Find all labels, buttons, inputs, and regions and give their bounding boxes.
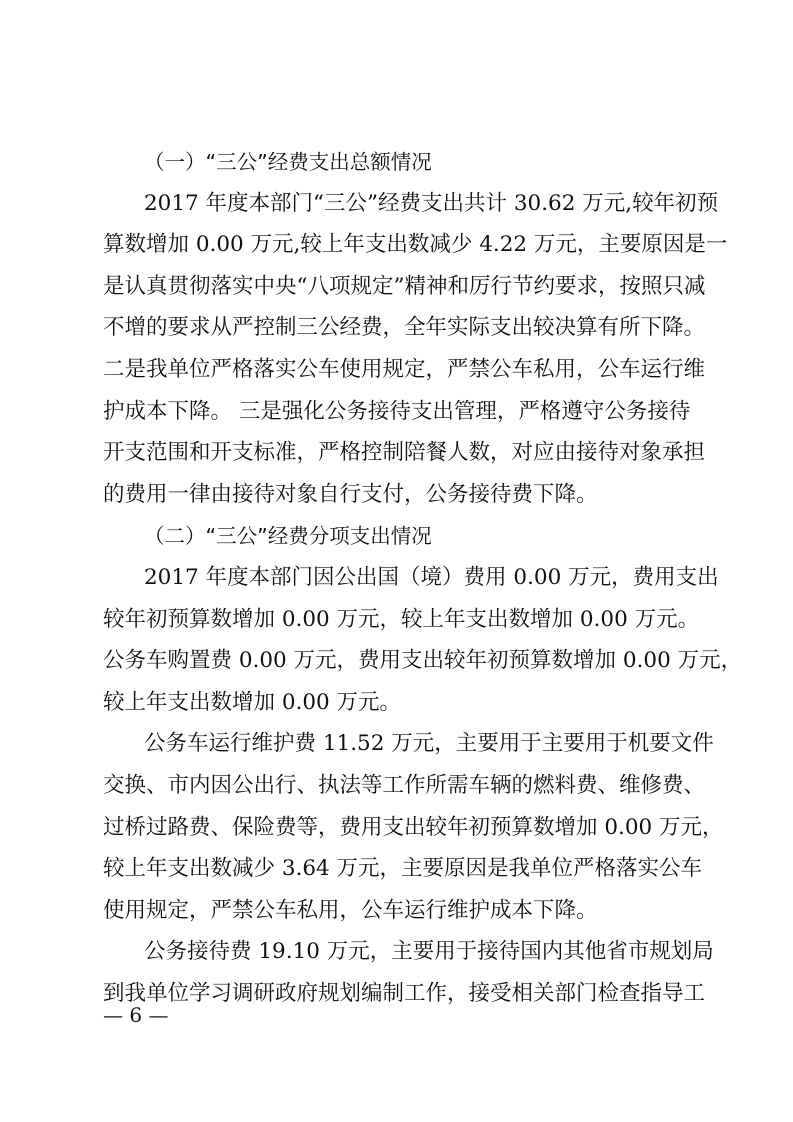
page-number: — 6 — xyxy=(103,1003,169,1027)
paragraph-line: 公务车购置费 0.00 万元，费用支出较年初预算数增加 0.00 万元， xyxy=(103,648,743,674)
paragraph-line: 的费用一律由接待对象自行支付，公务接待费下降。 xyxy=(103,481,598,507)
paragraph-line: 公务车运行维护费 11.52 万元，主要用于主要用于机要文件 xyxy=(144,731,714,757)
paragraph-line: 过桥过路费、保险费等，费用支出较年初预算数增加 0.00 万元， xyxy=(103,814,724,840)
paragraph-line: 2017 年度本部门“三公”经费支出共计 30.62 万元,较年初预 xyxy=(144,190,719,216)
paragraph-line: 到我单位学习调研政府规划编制工作，接受相关部门检查指导工 xyxy=(103,981,706,1006)
paragraph-line: 较上年支出数增加 0.00 万元。 xyxy=(103,689,402,715)
paragraph-line: 二是我单位严格落实公车使用规定，严禁公车私用，公车运行维 xyxy=(103,357,706,382)
paragraph-line: 算数增加 0.00 万元,较上年支出数减少 4.22 万元，主要原因是一 xyxy=(103,232,728,258)
paragraph-line: 公务接待费 19.10 万元，主要用于接待国内其他省市规划局 xyxy=(144,939,714,965)
paragraph-line: 较年初预算数增加 0.00 万元，较上年支出数增加 0.00 万元。 xyxy=(103,606,700,632)
section-heading-2: （二）“三公”经费分项支出情况 xyxy=(144,524,432,549)
paragraph-line: 使用规定，严禁公车私用，公车运行维护成本下降。 xyxy=(103,897,598,923)
paragraph-line: 较上年支出数减少 3.64 万元，主要原因是我单位严格落实公车 xyxy=(103,856,703,882)
paragraph-line: 交换、市内因公出行、执法等工作所需车辆的燃料费、维修费、 xyxy=(103,773,706,798)
section-heading-1: （一）“三公”经费支出总额情况 xyxy=(144,150,432,174)
paragraph-line: 是认真贯彻落实中央“八项规定”精神和厉行节约要求，按照只减 xyxy=(103,273,706,299)
paragraph-line: 不增的要求从严控制三公经费，全年实际支出较决算有所下降。 xyxy=(103,315,706,341)
paragraph-line: 开支范围和开支标准，严格控制陪餐人数，对应由接待对象承担 xyxy=(103,440,706,466)
paragraph-line: 2017 年度本部门因公出国（境）费用 0.00 万元，费用支出 xyxy=(144,565,719,590)
paragraph-line: 护成本下降。 三是强化公务接待支出管理，严格遵守公务接待 xyxy=(103,398,691,424)
